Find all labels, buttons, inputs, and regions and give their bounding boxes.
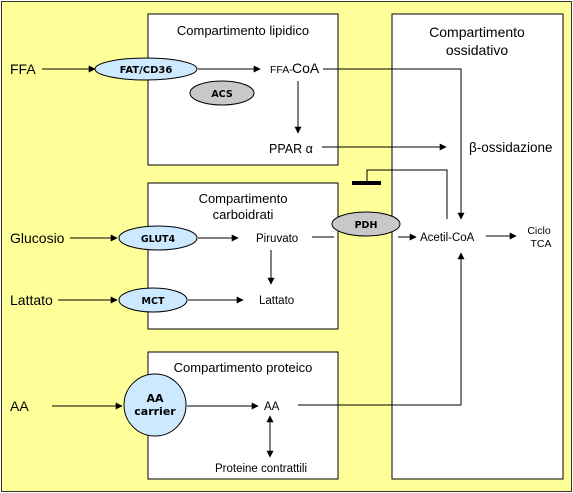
- ppar-alpha: PPAR α: [269, 142, 313, 156]
- pyruvate: Piruvato: [256, 233, 299, 245]
- aa-carrier-label-line1: AA: [146, 392, 164, 405]
- contractile-proteins: Proteine contrattili: [215, 463, 308, 475]
- protein-compartment-title: Compartimento proteico: [173, 360, 313, 375]
- carb-compartment-title-line1: Compartimento: [198, 191, 288, 206]
- ffa-coa-prefix: FFA-: [270, 64, 293, 76]
- aa-inner: AA: [264, 401, 280, 413]
- carb-compartment-title-line2: carboidrati: [212, 207, 274, 222]
- acetyl-coa: Acetil-CoA: [420, 232, 475, 244]
- tca-label-line2: TCA: [530, 238, 552, 250]
- tca-label-line1: Ciclo: [527, 225, 551, 237]
- lipid-compartment-title: Compartimento lipidico: [176, 23, 310, 38]
- oxidative-compartment-title-line1: Compartimento: [429, 24, 525, 40]
- input-ffa: FFA: [10, 61, 36, 77]
- mct-label: MCT: [141, 296, 165, 307]
- aa-carrier-label-line2: carrier: [134, 405, 176, 418]
- input-glucose: Glucosio: [10, 230, 65, 246]
- ffa-coa-suffix: CoA: [292, 60, 320, 76]
- beta-oxidation: β-ossidazione: [469, 140, 553, 155]
- acs-label: ACS: [211, 89, 233, 100]
- input-lactate: Lattato: [10, 292, 53, 308]
- input-aa: AA: [10, 398, 29, 414]
- pdh-label: PDH: [354, 220, 378, 231]
- glut4-label: GLUT4: [140, 234, 176, 245]
- lactate-inner: Lattato: [259, 295, 295, 307]
- fat-cd36-label: FAT/CD36: [119, 65, 173, 76]
- oxidative-compartment-title-line2: ossidativo: [445, 42, 509, 58]
